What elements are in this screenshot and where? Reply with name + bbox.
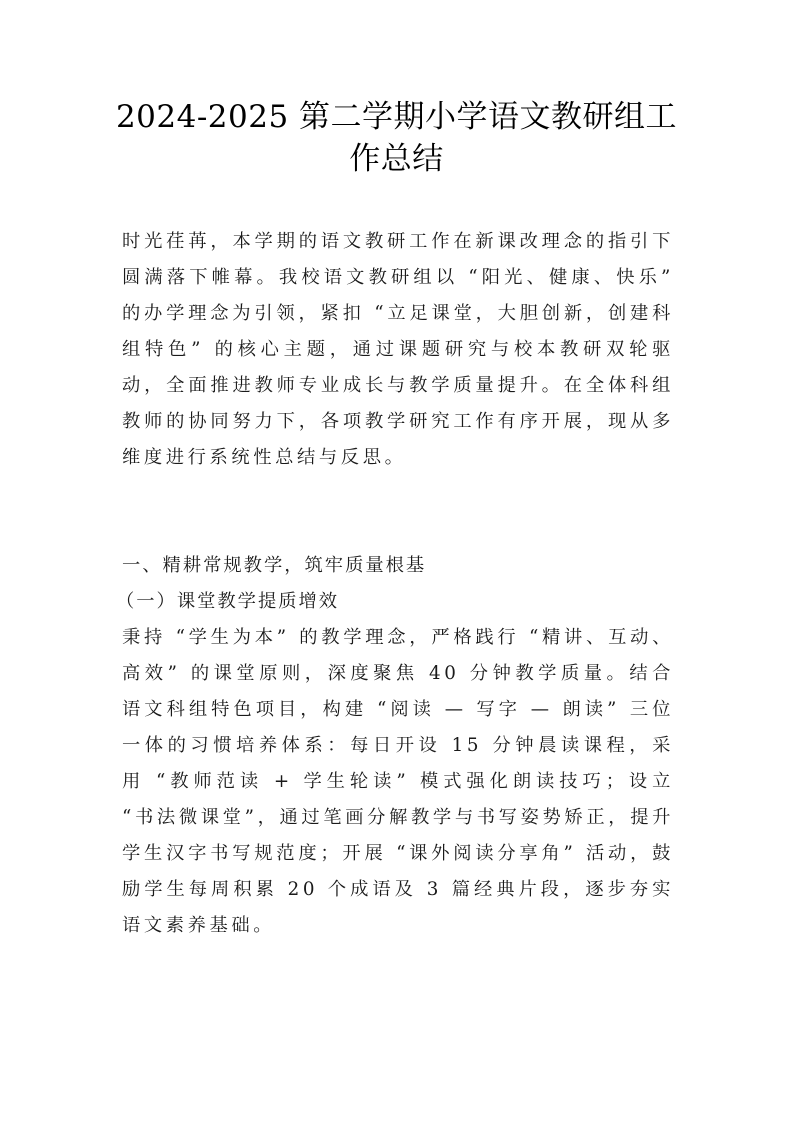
document-body xyxy=(116,224,674,944)
title-line-1: 2024-2025 第二学期小学语文教研组工 xyxy=(115,99,678,135)
subsection-heading: （一）课堂教学提质增效 xyxy=(116,591,340,612)
intro-paragraph: 时光荏苒，本学期的语文教研工作在新课改理念的指引下圆满落下帷幕。我校语文教研组以 “阳光、健康、快乐” 的办学理念为引领，紧扣 “立足课堂，大胆创新，创建科组特色” 的核心主题，通过课题研究与校本教研双轮驱动，全面推进教师专业成长与教学质量提升。在全体科组教师的协同努力下，各项教学研究工作有序开展，现从多维度进行系统性总结与反思。 xyxy=(122,231,674,468)
section-heading: 一、精耕常规教学，筑牢质量根基 xyxy=(122,555,427,576)
subsection-body-paragraph: 秉持 “学生为本” 的教学理念，严格践行 “精讲、互动、高效” 的课堂原则，深度聚焦 40 分钟教学质量。结合语文科组特色项目，构建 “阅读 — 写字 — 朗读” 三位一体的习惯培养体系：每日开设 15 分钟晨读课程，采用 “教师范读 + 学生轮读” 模式强化朗读技巧；设立 “书法微课堂”，通过笔画分解教学与书写姿势矫正，提升学生汉字书写规范度；开展 “课外阅读分享角” 活动，鼓励学生每周积累 20 个成语及 3 篇经典片段，逐步夯实语文素养基础。 xyxy=(122,627,674,936)
document-title xyxy=(110,96,683,180)
title-line-2: 作总结 xyxy=(349,141,444,177)
